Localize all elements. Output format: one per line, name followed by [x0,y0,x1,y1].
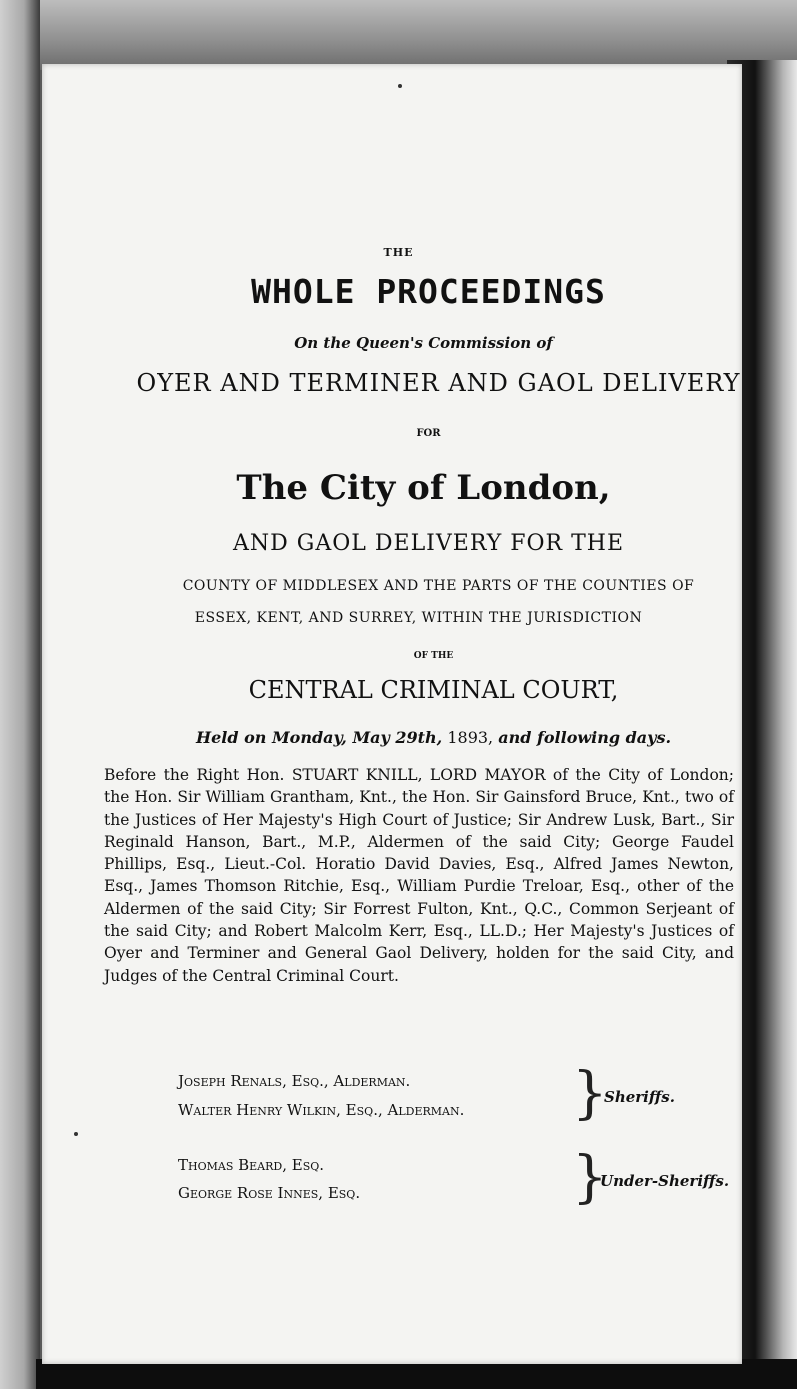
sheriffs-brace: } [572,1061,608,1126]
county-line-2: ESSEX, KENT, AND SURREY, WITHIN THE JURISDICTION [194,610,643,626]
county-line-1: COUNTY OF MIDDLESEX AND THE PARTS OF THE COUNTIES OF [182,578,695,594]
city-of-london-heading: The City of London, [236,468,611,508]
ink-speck [74,1132,78,1136]
court-name: CENTRAL CRIMINAL COURT, [248,676,619,704]
scan-left-edge [0,0,40,1389]
heading-of-the: OF THE [413,651,454,661]
held-date-part: Held on Monday, May 29th, [195,728,443,747]
ink-speck [398,84,402,88]
page-title: WHOLE PROCEEDINGS [251,272,606,311]
held-date-line [35,728,797,747]
heading-the: THE [383,246,414,259]
commission-line: On the Queen's Commission of [294,334,553,352]
justices-paragraph: Before the Right Hon. STUART KNILL, LORD MAYOR of the City of London; the Hon. Sir William Grantham, Knt., the Hon. Sir Gainsford Bruce, Knt., two of the Justices of Her Majesty's High Court of Justice; Sir Andrew Lusk, Bart., Sir Reginald Hanson, Bart., M.P., Aldermen of the said City; George Faudel Phillips, Esq., Lieut.-Col. Horatio David Davies, Esq., Alfred James Newton, Esq., James Thomson Ritchie, Esq., William Purdie Treloar, Esq., other of the Aldermen of the said City; Sir Forrest Fulton, Knt., Q.C., Common Serjeant of the said City; and Robert Malcolm Kerr, Esq., LL.D.; Her Majesty's Justices of Oyer and Terminer and General Gaol Delivery, holden for the said City, and Judges of the Central Criminal Court. [104,766,734,985]
sheriff-name-2: Walter Henry Wilkin, Esq., Alderman. [178,1101,465,1119]
sheriffs-role: Sheriffs. [604,1088,675,1106]
sheriff-name-1: Joseph Renals, Esq., Alderman. [178,1072,411,1090]
under-sheriffs-role: Under-Sheriffs. [600,1172,730,1190]
held-year: 1893, [442,728,499,747]
under-sheriff-name-1: Thomas Beard, Esq. [178,1156,325,1174]
under-sheriffs-brace: } [572,1145,608,1210]
oyer-terminer-line: OYER AND TERMINER AND GAOL DELIVERY [136,369,741,397]
heading-for: FOR [416,428,441,439]
under-sheriff-name-2: George Rose Innes, Esq. [178,1184,361,1202]
gaol-delivery-line: AND GAOL DELIVERY FOR THE [233,531,624,556]
held-following: and following days. [498,728,672,747]
document-page [42,64,742,1364]
scan-top-edge [0,0,797,70]
